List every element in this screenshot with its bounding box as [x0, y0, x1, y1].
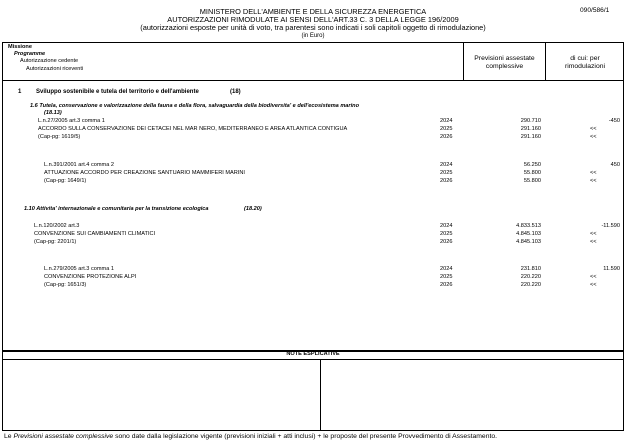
entry-value: 56.250 [523, 162, 541, 168]
header-separator [2, 80, 624, 81]
entry-rimod: << [590, 178, 597, 184]
missione-code: (18) [230, 89, 241, 95]
entry-year: 2024 [440, 266, 453, 272]
notes-title-separator [2, 359, 624, 360]
entry-value: 291.160 [520, 126, 541, 132]
entry-cap: (Cap-pg: 1649/1) [44, 178, 87, 184]
entry-value: 220.220 [520, 282, 541, 288]
report-subtitle: (autorizzazioni esposte per unità di voto, tra parentesi sono indicati i soli capitoli oggetto di rimodulazione) [140, 23, 486, 32]
currency-note: (in Euro) [301, 33, 325, 39]
entry-rimod: << [590, 282, 597, 288]
col-complessive: complessive [485, 63, 524, 70]
entry-year: 2024 [440, 118, 453, 124]
programma-title: 1.10 Attivita' internazionale e comunitaria per la transizione ecologica [24, 206, 209, 212]
entry-rimod: << [590, 126, 597, 132]
entry-value: 231.810 [520, 266, 541, 272]
footer-note [4, 434, 497, 441]
footer-emphasis: Previsioni assestate complessive [13, 433, 114, 440]
entry-value: 220.220 [520, 274, 541, 280]
entry-value: 291.160 [520, 134, 541, 140]
entry-rimod: << [590, 134, 597, 140]
col-autorizzazioni-riceventi: Autorizzazioni riceventi [26, 66, 84, 72]
notes-column-divider [320, 359, 321, 431]
entry-rimod: 11.590 [603, 266, 620, 272]
entry-year: 2025 [440, 231, 453, 237]
notes-box [2, 351, 624, 431]
programma-code: (18.20) [244, 206, 262, 212]
col-rimodulazioni-l1: di cui: per [570, 55, 600, 62]
entry-value: 55.800 [523, 170, 541, 176]
entry-cap: (Cap-pg: 1651/3) [44, 282, 87, 288]
entry-year: 2026 [440, 134, 453, 140]
entry-rimod: << [590, 170, 597, 176]
report-title: AUTORIZZAZIONI RIMODULATE AI SENSI DELL'ART.33 C. 3 DELLA LEGGE 196/2009 [167, 15, 459, 24]
col-autorizzazione-cedente: Autorizzazione cedente [20, 58, 79, 64]
footer-text: sono date dalla legislazione vigente (previsioni iniziali + atti inclusi) + le proposte del presente Provvedimento di Assestamento. [113, 433, 498, 440]
entry-year: 2024 [440, 162, 453, 168]
entry-year: 2026 [440, 178, 453, 184]
entry-rimod: << [590, 239, 597, 245]
missione-title: Sviluppo sostenibile e tutela del territorio e dell'ambiente [36, 89, 199, 95]
entry-law: L.n.279/2005 art.3 comma 1 [44, 266, 114, 272]
col-programme: Programme [14, 51, 46, 57]
entry-rimod: 450 [610, 162, 620, 168]
entry-year: 2026 [440, 282, 453, 288]
entry-law: L.n.120/2002 art.3 [34, 223, 80, 229]
entry-cap: (Cap-pg: 2201/1) [34, 239, 77, 245]
programma-code: (18.13) [44, 110, 62, 116]
document-code: 090/586/1 [580, 7, 610, 14]
entry-law: L.n.27/2005 art.3 comma 1 [38, 118, 105, 124]
entry-cap: (Cap-pg: 1619/5) [38, 134, 81, 140]
entry-value: 4.845.103 [516, 239, 541, 245]
entry-year: 2024 [440, 223, 453, 229]
notes-title: NOTE ESPLICATIVE [286, 351, 340, 357]
programma-title: 1.6 Tutela, conservazione e valorizzazione della fauna e della flora, salvaguardia della biodiversita' e dell'ecosistema marino [30, 103, 359, 109]
entry-description: CONVENZIONE SUI CAMBIAMENTI CLIMATICI [34, 231, 156, 237]
missione-number: 1 [18, 89, 22, 95]
entry-description: ATTUAZIONE ACCORDO PER CREAZIONE SANTUARIO MAMMIFERI MARINI [44, 170, 245, 176]
entry-value: 4.833.513 [516, 223, 541, 229]
footer-prefix: Le [4, 433, 14, 440]
entry-law: L.n.391/2001 art.4 comma 2 [44, 162, 114, 168]
entry-year: 2026 [440, 239, 453, 245]
entry-description: CONVENZIONE PROTEZIONE ALPI [44, 274, 137, 280]
entry-rimod: << [590, 274, 597, 280]
entry-year: 2025 [440, 170, 453, 176]
ministry-title: MINISTERO DELL'AMBIENTE E DELLA SICUREZZA ENERGETICA [199, 7, 427, 16]
col-missione: Missione [8, 44, 32, 50]
col-previsioni: Previsioni assestate [474, 55, 535, 62]
entry-rimod: -11.590 [601, 223, 620, 229]
entry-rimod: -450 [608, 118, 620, 124]
entry-description: ACCORDO SULLA CONSERVAZIONE DEI CETACEI NEL MAR NERO, MEDITERRANEO E AREA ATLANTICA CONTIGUA [38, 126, 348, 132]
entry-year: 2025 [440, 274, 453, 280]
entry-rimod: << [590, 231, 597, 237]
entry-value: 4.845.103 [516, 231, 541, 237]
col-rimodulazioni-l2: rimodulazioni [564, 63, 606, 70]
entry-year: 2025 [440, 126, 453, 132]
entry-value: 55.800 [523, 178, 541, 184]
entry-value: 290.710 [520, 118, 541, 124]
